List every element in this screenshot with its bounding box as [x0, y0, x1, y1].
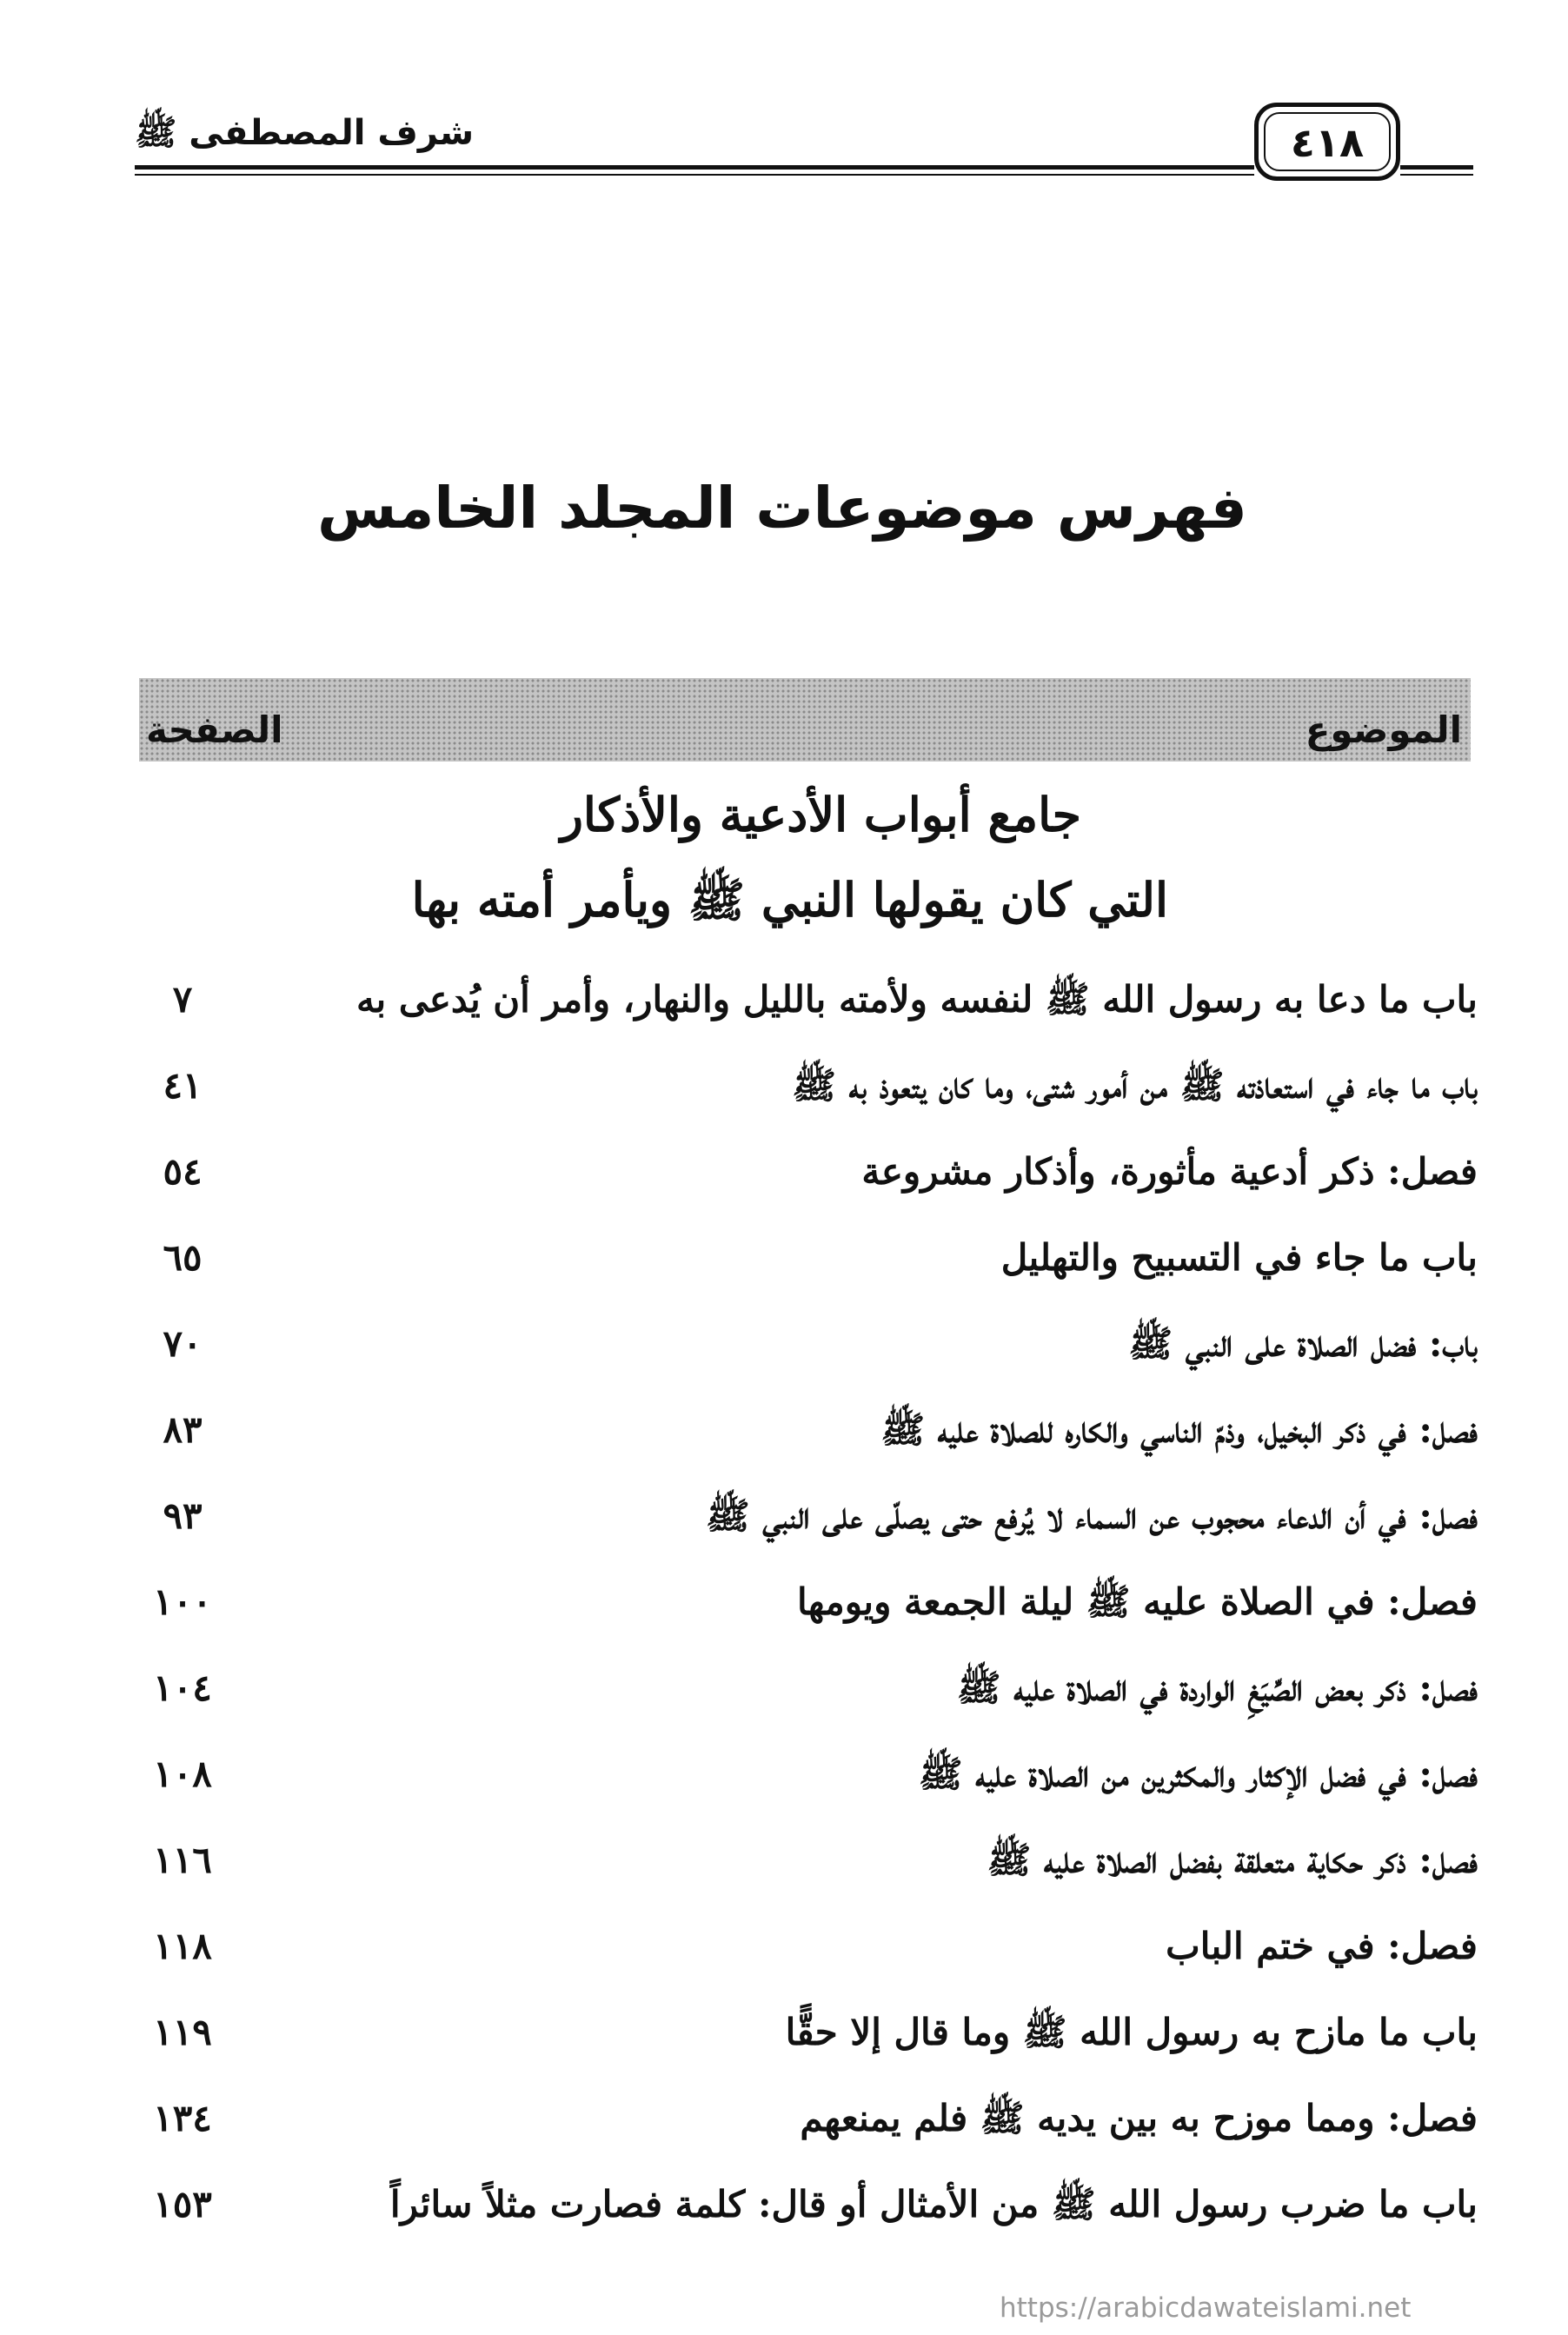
- entry-title: باب ما دعا به رسول الله ﷺ لنفسه ولأمته بالليل والنهار، وأمر أن يُدعى به: [356, 978, 1478, 1021]
- entry-page-number: ٩٣: [163, 1494, 203, 1537]
- toc-entry[interactable]: [139, 1563, 1478, 1649]
- running-header: [135, 103, 1473, 198]
- page-number: ٤١٨: [1264, 112, 1391, 171]
- toc-entry[interactable]: [139, 1735, 1478, 1821]
- toc-entry[interactable]: [139, 1649, 1478, 1735]
- entry-page-number: ١٣٤: [153, 2097, 212, 2139]
- index-title: فهرس موضوعات المجلد الخامس: [317, 475, 1247, 542]
- entry-page-number: ١١٨: [153, 1925, 212, 1967]
- entry-page-number: ١٥٣: [153, 2183, 212, 2225]
- entry-title: باب ما مازح به رسول الله ﷺ وما قال إلا حقًّا: [785, 2011, 1478, 2053]
- header-rule-thin-right: [1400, 174, 1473, 176]
- toc-entry[interactable]: [139, 961, 1478, 1047]
- toc-entries: [139, 961, 1478, 2252]
- toc-entry[interactable]: [139, 2079, 1478, 2165]
- entry-page-number: ٧: [172, 978, 193, 1021]
- entry-page-number: ١٠٠: [153, 1580, 212, 1623]
- running-title: شرف المصطفى ﷺ: [135, 113, 475, 153]
- column-page-label: الصفحة: [146, 708, 283, 751]
- entry-title: فصل: ذكر حكاية متعلقة بفضل الصلاة عليه ﷺ: [987, 1839, 1478, 1881]
- toc-entry[interactable]: [139, 2165, 1478, 2252]
- column-header-bar: [139, 678, 1471, 762]
- entry-page-number: ٥٤: [163, 1150, 203, 1193]
- entry-title: فصل: ذكر أدعية مأثورة، وأذكار مشروعة: [861, 1150, 1478, 1193]
- entry-title: فصل: ومما موزح به بين يديه ﷺ فلم يمنعهم: [800, 2097, 1478, 2139]
- toc-entry[interactable]: [139, 1821, 1478, 1907]
- entry-title: فصل: في أن الدعاء محجوب عن السماء لا يُرفع حتى يصلّى على النبي ﷺ: [705, 1494, 1478, 1537]
- section-heading-line2: التي كان يقولها النبي ﷺ ويأمر أمته بها: [411, 872, 1168, 928]
- entry-title: فصل: ذكر بعض الصِّيَغِ الواردة في الصلاة عليه ﷺ: [956, 1666, 1478, 1709]
- entry-page-number: ١٠٨: [153, 1753, 212, 1795]
- entry-title: باب ما ضرب رسول الله ﷺ من الأمثال أو قال: كلمة فصارت مثلاً سائراً: [389, 2183, 1478, 2225]
- entry-page-number: ١٠٤: [153, 1666, 212, 1709]
- toc-entry[interactable]: [139, 1047, 1478, 1133]
- entry-title: فصل: في ذكر البخيل، وذمّ الناسي والكاره للصلاة عليه ﷺ: [880, 1408, 1478, 1451]
- entry-page-number: ١١٩: [153, 2011, 212, 2053]
- header-rule-thin-left: [135, 174, 1254, 176]
- entry-title: فصل: في فضل الإكثار والمكثرين من الصلاة عليه ﷺ: [918, 1753, 1478, 1795]
- page-number-frame: [1254, 103, 1400, 181]
- entry-page-number: ٤١: [163, 1064, 203, 1107]
- section-heading-line1: جامع أبواب الأدعية والأذكار: [560, 787, 1081, 842]
- entry-title: فصل: في ختم الباب: [1166, 1925, 1478, 1967]
- toc-entry[interactable]: [139, 1133, 1478, 1219]
- entry-title: فصل: في الصلاة عليه ﷺ ليلة الجمعة ويومها: [797, 1580, 1478, 1623]
- column-topic-label: الموضوع: [1305, 708, 1462, 751]
- entry-title: باب ما جاء في استعاذته ﷺ من أمور شتى، وما كان يتعوذ به ﷺ: [792, 1064, 1478, 1107]
- toc-entry[interactable]: [139, 1391, 1478, 1477]
- header-rule-thick-left: [135, 165, 1254, 170]
- entry-title: باب ما جاء في التسبيح والتهليل: [1000, 1236, 1478, 1279]
- toc-entry[interactable]: [139, 1219, 1478, 1305]
- toc-entry[interactable]: [139, 1993, 1478, 2079]
- source-watermark: https://arabicdawateislami.net: [1000, 2292, 1412, 2324]
- entry-page-number: ١١٦: [153, 1839, 212, 1881]
- entry-page-number: ٦٥: [163, 1236, 203, 1279]
- toc-entry[interactable]: [139, 1305, 1478, 1391]
- toc-entry[interactable]: [139, 1477, 1478, 1563]
- entry-page-number: ٨٣: [163, 1408, 203, 1451]
- toc-entry[interactable]: [139, 1907, 1478, 1993]
- entry-page-number: ٧٠: [163, 1322, 203, 1365]
- entry-title: باب: فضل الصلاة على النبي ﷺ: [1128, 1322, 1478, 1365]
- header-rule-thick-right: [1400, 165, 1473, 170]
